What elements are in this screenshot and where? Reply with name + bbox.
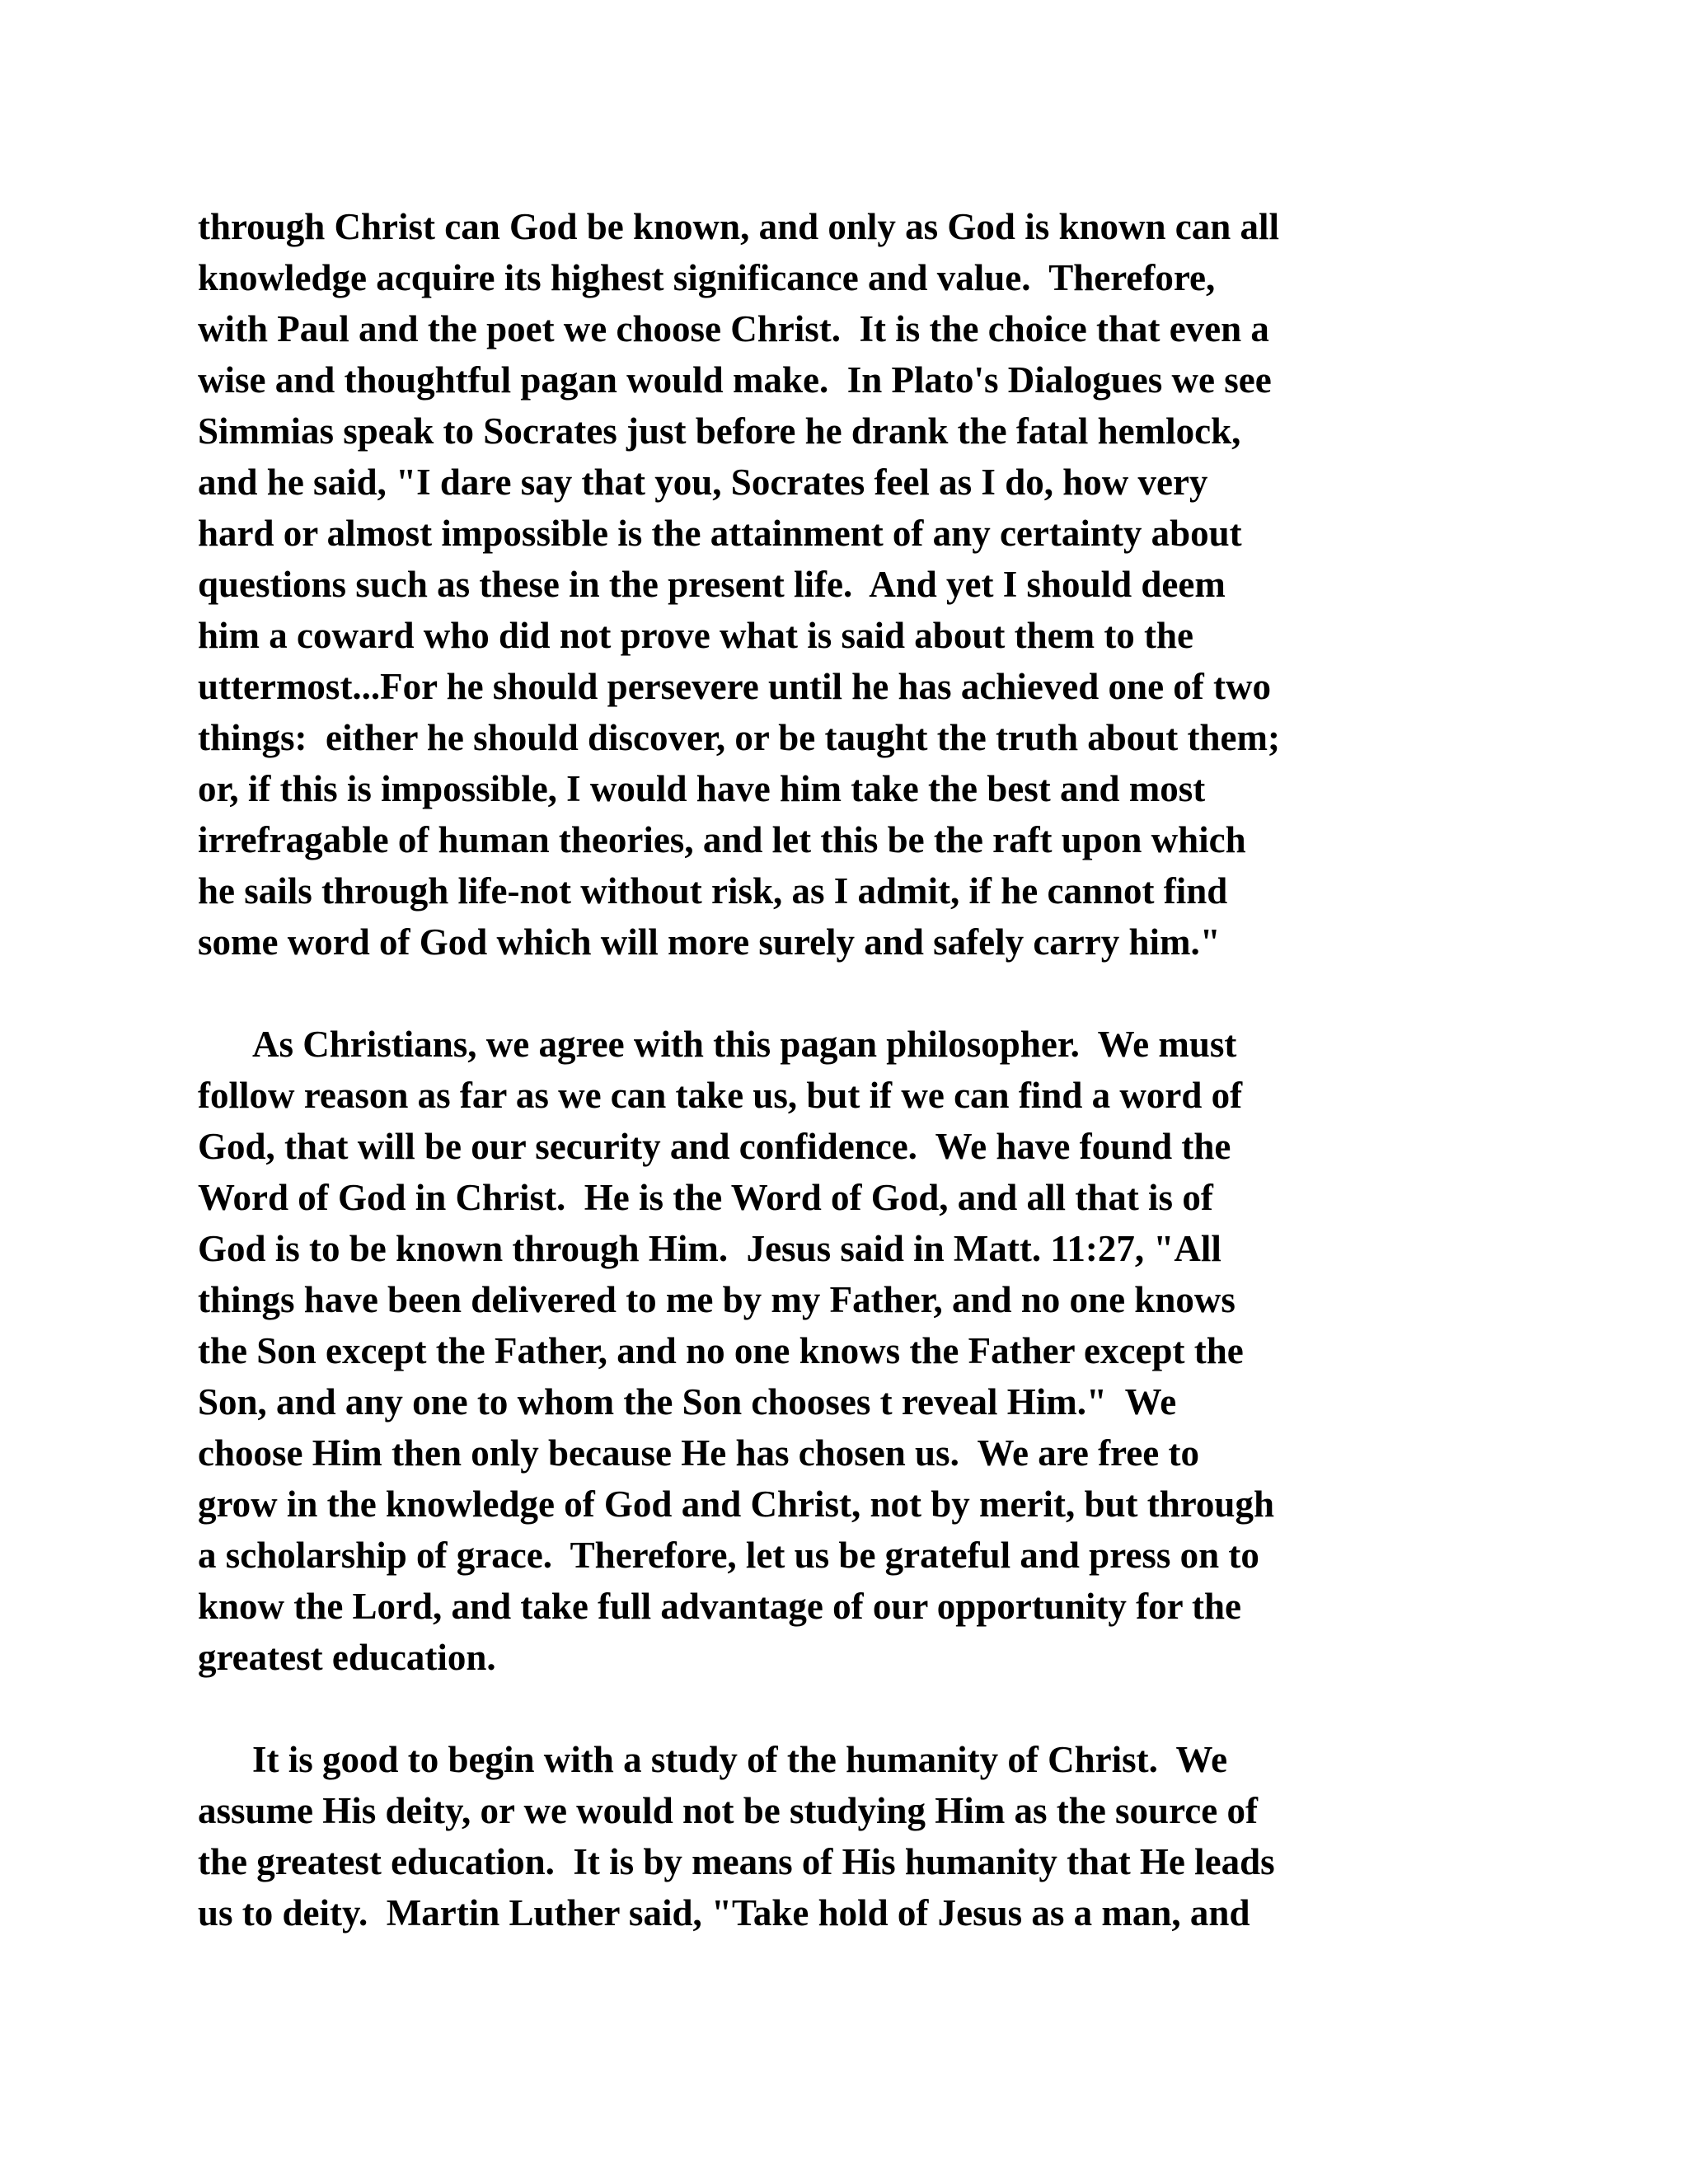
text-line: with Paul and the poet we choose Christ. It is the choice that even a [198, 308, 1269, 349]
text-line: As Christians, we agree with this pagan philosopher. We must [252, 1024, 1237, 1065]
text-line: uttermost...For he should persevere until he has achieved one of two [198, 666, 1272, 707]
text-line: Simmias speak to Socrates just before he drank the fatal hemlock, [198, 410, 1241, 452]
text-line: Word of God in Christ. He is the Word of God, and all that is of [198, 1177, 1213, 1218]
text-line: a scholarship of grace. Therefore, let us be grateful and press on to [198, 1535, 1259, 1576]
text-line: greatest education. [198, 1637, 496, 1678]
text-line: know the Lord, and take full advantage of our opportunity for the [198, 1586, 1241, 1627]
text-line: he sails through life-not without risk, as I admit, if he cannot find [198, 870, 1228, 912]
text-line: hard or almost impossible is the attainment of any certainty about [198, 513, 1242, 554]
text-line: some word of God which will more surely and safely carry him." [198, 921, 1221, 963]
text-line: knowledge acquire its highest significance and value. Therefore, [198, 257, 1216, 298]
text-line: through Christ can God be known, and only as God is known can all [198, 206, 1280, 247]
text-line: and he said, "I dare say that you, Socrates feel as I do, how very [198, 462, 1208, 503]
text-line: us to deity. Martin Luther said, "Take hold of Jesus as a man, and [198, 1892, 1250, 1933]
text-line: It is good to begin with a study of the humanity of Christ. We [252, 1739, 1228, 1780]
text-line: the greatest education. It is by means of His humanity that He leads [198, 1841, 1275, 1882]
text-line: irrefragable of human theories, and let this be the raft upon which [198, 819, 1246, 860]
text-line: things: either he should discover, or be taught the truth about them; [198, 717, 1280, 758]
text-line: questions such as these in the present life. And yet I should deem [198, 564, 1226, 605]
text-line: assume His deity, or we would not be studying Him as the source of [198, 1790, 1258, 1831]
text-line: God, that will be our security and confidence. We have found the [198, 1126, 1231, 1167]
text-line: God is to be known through Him. Jesus said in Matt. 11:27, "All [198, 1228, 1221, 1269]
text-line: grow in the knowledge of God and Christ, not by merit, but through [198, 1483, 1274, 1525]
text-line: choose Him then only because He has chosen us. We are free to [198, 1432, 1199, 1474]
text-line: him a coward who did not prove what is said about them to the [198, 615, 1194, 656]
text-line: the Son except the Father, and no one knows the Father except the [198, 1330, 1244, 1371]
text-line: things have been delivered to me by my Father, and no one knows [198, 1279, 1236, 1320]
text-line: follow reason as far as we can take us, but if we can find a word of [198, 1075, 1243, 1116]
text-line: Son, and any one to whom the Son chooses t reveal Him." We [198, 1381, 1177, 1422]
text-line: or, if this is impossible, I would have him take the best and most [198, 768, 1206, 809]
text-line: wise and thoughtful pagan would make. In Plato's Dialogues we see [198, 359, 1272, 401]
